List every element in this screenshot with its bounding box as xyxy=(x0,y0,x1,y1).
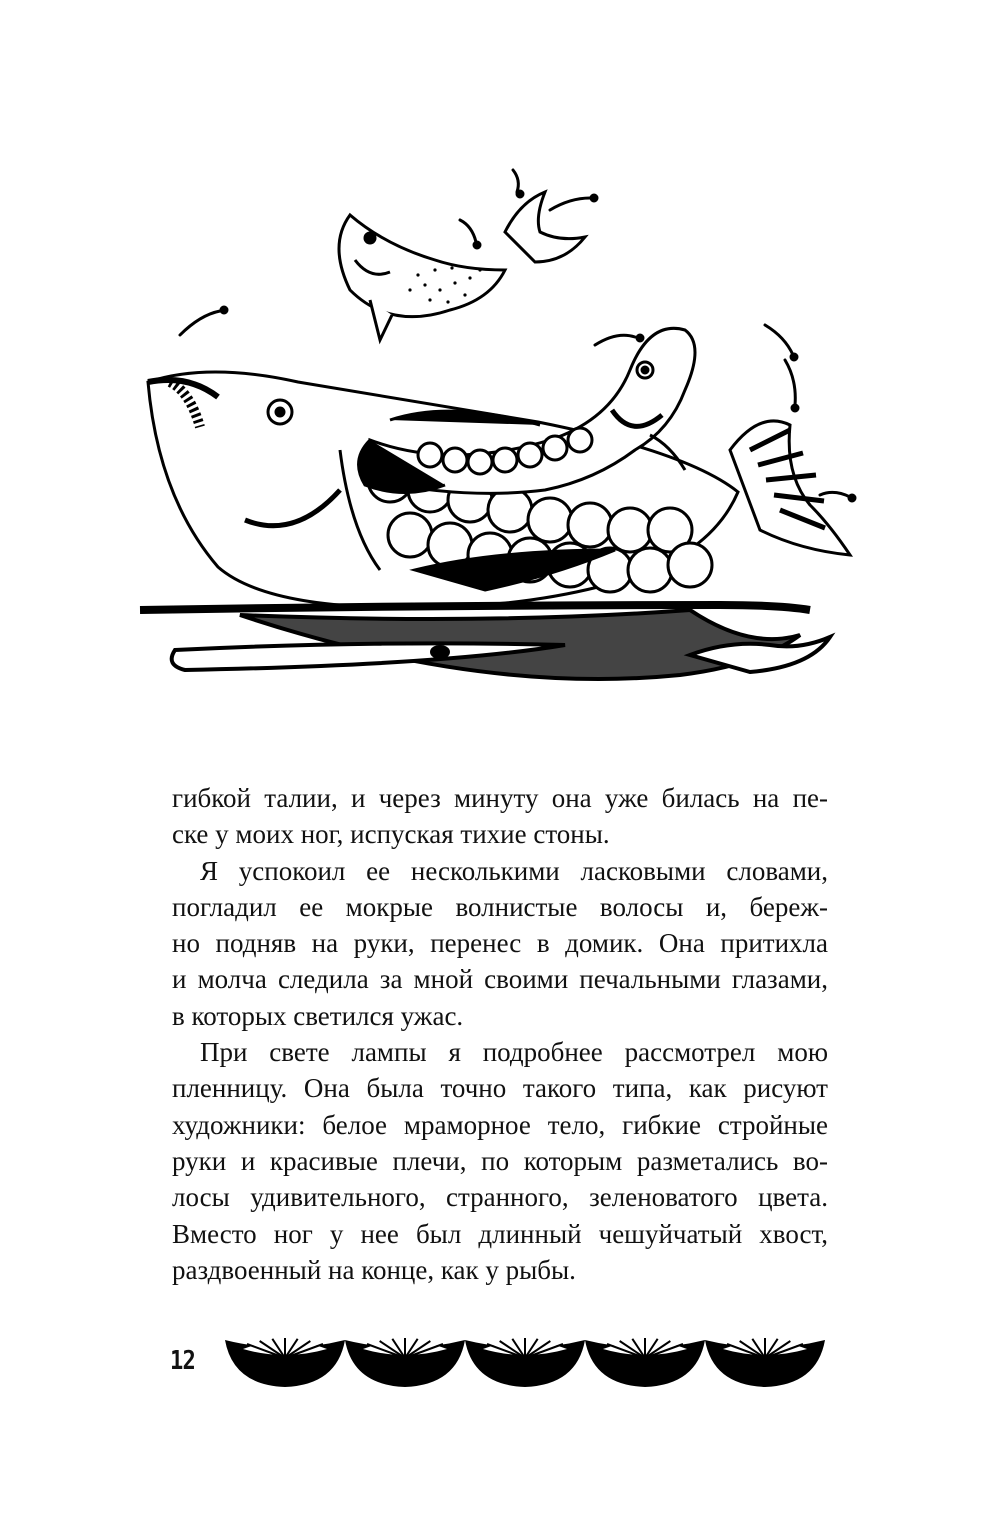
ornament-segment xyxy=(705,1338,825,1387)
text-line: в которых светился ужас. xyxy=(172,1000,464,1031)
text-line: руки и красивые плечи, по которым разметались во- xyxy=(172,1145,828,1176)
paragraph-2 xyxy=(172,853,828,1034)
body-text xyxy=(172,780,828,1288)
text-line: погладил ее мокрые волнистые волосы и, береж- xyxy=(172,891,828,922)
text-line: пленницу. Она была точно такого типа, как рисуют xyxy=(172,1073,828,1104)
ornament-segment xyxy=(465,1338,585,1387)
text-line: но подняв на руки, перенес в домик. Она притихла xyxy=(172,928,828,959)
platter-icon xyxy=(140,605,830,679)
paragraph-3 xyxy=(172,1034,828,1288)
ornament-segment xyxy=(585,1338,705,1387)
page-footer xyxy=(170,1325,830,1395)
page-number: 12 xyxy=(170,1346,195,1376)
text-line: При свете лампы я подробнее рассмотрел мою xyxy=(200,1037,828,1068)
text-line: Я успокоил ее несколькими ласковыми словами, xyxy=(200,855,828,886)
ornament-segment xyxy=(345,1338,465,1387)
text-line: Вместо ног у нее был длинный чешуйчатый хвост, xyxy=(172,1218,828,1249)
text-line: лосы удивительного, странного, зеленоватого цвета. xyxy=(172,1182,828,1213)
small-fish-icon xyxy=(339,192,585,340)
text-line: гибкой талии, и через минуту она уже билась на пе- xyxy=(172,783,828,813)
fish-on-platter-illustration xyxy=(130,150,860,710)
text-line: и молча следила за мной своими печальными глазами, xyxy=(172,964,828,995)
ornament-segment xyxy=(225,1338,345,1387)
text-line: раздвоенный на конце, как у рыбы. xyxy=(172,1254,576,1285)
paragraph-1 xyxy=(172,780,828,853)
text-line: художники: белое мраморное тело, гибкие стройные xyxy=(172,1109,828,1140)
wave-ornament-icon xyxy=(220,1325,830,1395)
text-line: ске у моих ног, испуская тихие стоны. xyxy=(172,819,610,850)
